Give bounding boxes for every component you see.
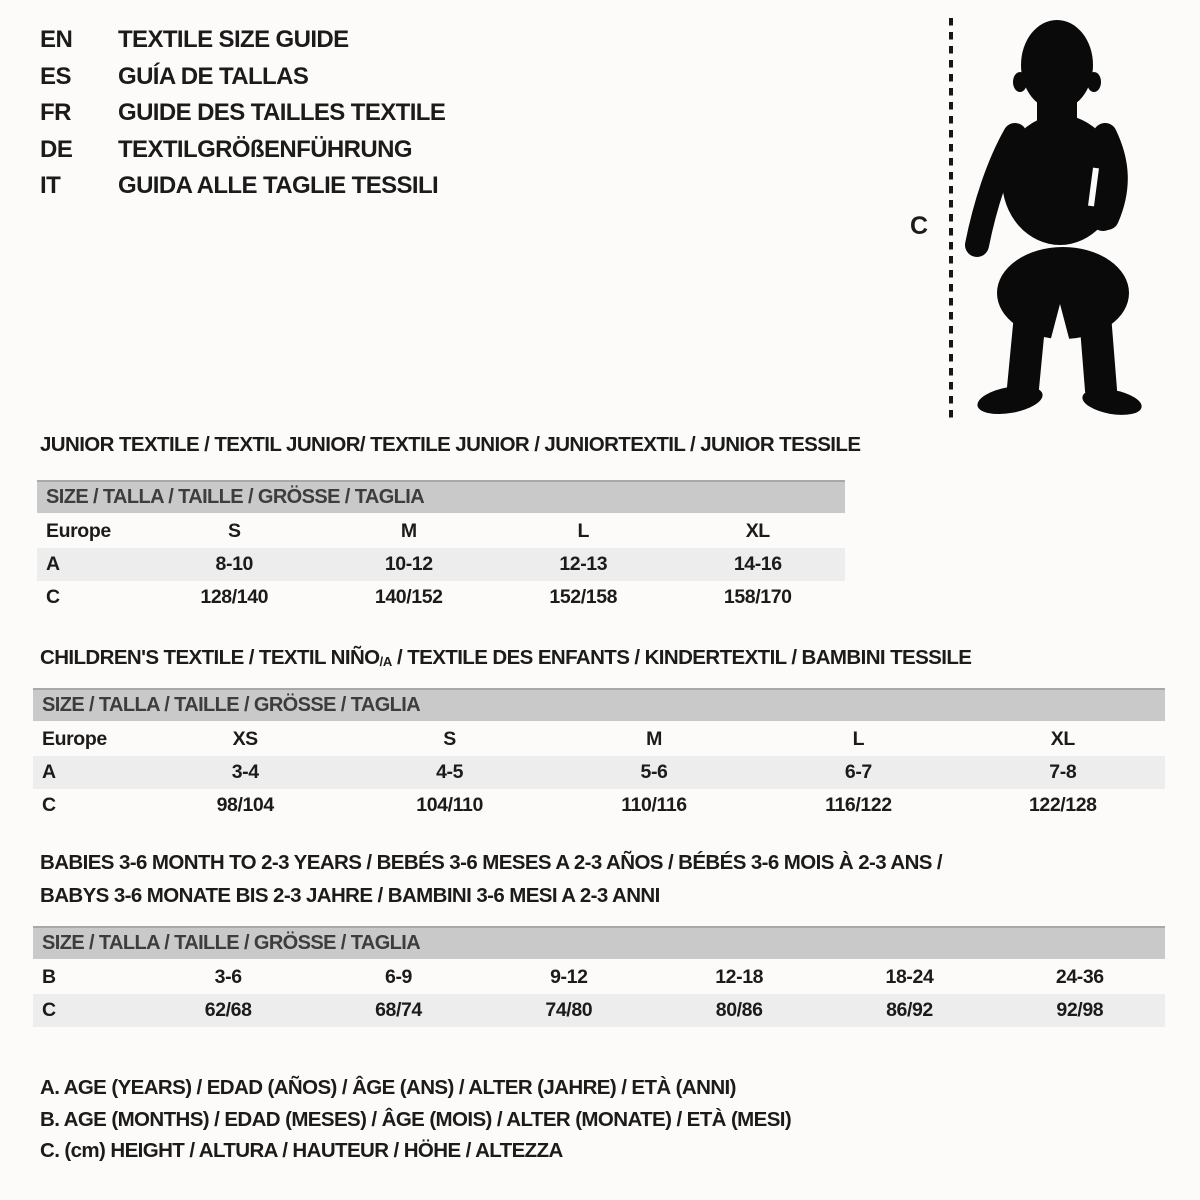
- language-row: [40, 95, 445, 132]
- height-cell: 68/74: [375, 999, 422, 1021]
- size-cell: XL: [1050, 728, 1075, 750]
- table-row-age: [33, 756, 1165, 789]
- children-size-table: [33, 688, 1165, 822]
- age-cell: 10-12: [384, 553, 433, 575]
- table-row-europe: [37, 515, 845, 548]
- size-header-bar: SIZE / TALLA / TAILLE / GRÖSSE / TAGLIA: [37, 480, 845, 513]
- row-label: A: [42, 761, 56, 783]
- babies-section-title: [40, 846, 1000, 912]
- size-cell: L: [577, 520, 589, 542]
- language-code: DE: [40, 135, 73, 163]
- height-cell: 62/68: [204, 999, 252, 1021]
- guide-title: TEXTILE SIZE GUIDE: [118, 26, 349, 53]
- legend-line-a: A. AGE (YEARS) / EDAD (AÑOS) / ÂGE (ANS) / ALTER (JAHRE) / ETÀ (ANNI): [40, 1076, 736, 1099]
- table-row-age: [37, 548, 845, 581]
- babies-title-line1: BABIES 3-6 MONTH TO 2-3 YEARS / BEBÉS 3-6 MESES A 2-3 AÑOS / BÉBÉS 3-6 MOIS À 2-3 ANS /: [40, 851, 943, 874]
- height-cell: 110/116: [621, 794, 687, 816]
- age-cell: 7-8: [1049, 761, 1077, 783]
- size-cell: XS: [232, 728, 258, 750]
- age-cell: 6-7: [844, 761, 872, 783]
- table-row-months: [33, 961, 1165, 994]
- junior-section-title: JUNIOR TEXTILE / TEXTIL JUNIOR/ TEXTILE JUNIOR / JUNIORTEXTIL / JUNIOR TESSILE: [40, 433, 861, 456]
- size-header-bar: SIZE / TALLA / TAILLE / GRÖSSE / TAGLIA: [33, 926, 1165, 959]
- children-section-title: [40, 646, 971, 670]
- guide-title: GUÍA DE TALLAS: [118, 62, 309, 90]
- children-title-pre: CHILDREN'S TEXTILE / TEXTIL NIÑO: [40, 646, 380, 669]
- age-cell: 3-4: [231, 761, 259, 783]
- language-code: IT: [40, 172, 61, 199]
- toddler-silhouette-icon: [940, 10, 1150, 425]
- age-cell: 8-10: [215, 553, 253, 575]
- size-cell: M: [400, 520, 417, 542]
- size-cell: XL: [745, 520, 770, 542]
- row-label: C: [46, 586, 60, 608]
- legend-line-c: C. (cm) HEIGHT / ALTURA / HAUTEUR / HÖHE / ALTEZZA: [40, 1139, 563, 1162]
- size-cell: S: [443, 728, 456, 750]
- row-label: C: [42, 999, 56, 1021]
- months-cell: 9-12: [550, 966, 588, 988]
- months-cell: 6-9: [385, 966, 412, 988]
- height-cell: 74/80: [545, 999, 593, 1021]
- months-cell: 18-24: [885, 966, 934, 988]
- children-title-sub: /A: [379, 654, 392, 669]
- row-label: B: [42, 966, 56, 988]
- language-code: FR: [40, 99, 71, 126]
- legend: [40, 1072, 791, 1167]
- size-cell: S: [227, 520, 241, 542]
- row-label: Europe: [46, 520, 111, 542]
- row-label: A: [46, 553, 60, 575]
- age-cell: 4-5: [436, 761, 464, 783]
- language-list: [40, 22, 445, 205]
- height-cell: 80/86: [715, 999, 763, 1021]
- baby-silhouette: [975, 20, 1143, 419]
- language-code: EN: [40, 26, 73, 53]
- language-row: [40, 59, 445, 96]
- guide-title: GUIDE DES TAILLES TEXTILE: [118, 99, 446, 126]
- months-cell: 12-18: [715, 966, 764, 988]
- age-cell: 12-13: [559, 553, 608, 575]
- language-code: ES: [40, 62, 72, 90]
- table-row-europe: [33, 723, 1165, 756]
- height-cell: 104/110: [416, 794, 483, 816]
- guide-title: GUIDA ALLE TAGLIE TESSILI: [118, 172, 439, 199]
- size-cell: M: [646, 728, 662, 750]
- size-cell: L: [852, 728, 865, 750]
- row-label: C: [42, 794, 56, 816]
- height-cell: 92/98: [1056, 999, 1104, 1021]
- height-cell: 122/128: [1028, 794, 1097, 816]
- babies-title-line2: BABYS 3-6 MONATE BIS 2-3 JAHRE / BAMBINI 3-6 MESI A 2-3 ANNI: [40, 884, 660, 907]
- guide-title: TEXTILGRÖßENFÜHRUNG: [118, 135, 412, 163]
- months-cell: 3-6: [214, 966, 242, 988]
- height-cell: 152/158: [549, 586, 618, 608]
- age-cell: 5-6: [640, 761, 668, 783]
- size-header-bar: SIZE / TALLA / TAILLE / GRÖSSE / TAGLIA: [33, 688, 1165, 721]
- height-cell: 116/122: [825, 794, 892, 816]
- language-row: [40, 168, 445, 205]
- children-title-post: / TEXTILE DES ENFANTS / KINDERTEXTIL / BAMBINI TESSILE: [391, 646, 972, 669]
- height-measure-label: C: [910, 212, 928, 240]
- row-label: Europe: [42, 728, 107, 750]
- language-row: [40, 132, 445, 169]
- junior-size-table: [37, 480, 845, 614]
- height-cell: 140/152: [374, 586, 443, 608]
- table-row-height: [33, 994, 1165, 1027]
- height-cell: 86/92: [886, 999, 933, 1021]
- babies-size-table: [33, 926, 1165, 1027]
- height-cell: 98/104: [216, 794, 274, 816]
- height-cell: 128/140: [200, 586, 269, 608]
- table-row-height: [33, 789, 1165, 822]
- age-cell: 14-16: [733, 553, 782, 575]
- legend-line-b: B. AGE (MONTHS) / EDAD (MESES) / ÂGE (MOIS) / ALTER (MONATE) / ETÀ (MESI): [40, 1107, 792, 1131]
- height-cell: 158/170: [723, 586, 792, 608]
- months-cell: 24-36: [1055, 966, 1104, 988]
- table-row-height: [37, 581, 845, 614]
- language-row: [40, 22, 445, 59]
